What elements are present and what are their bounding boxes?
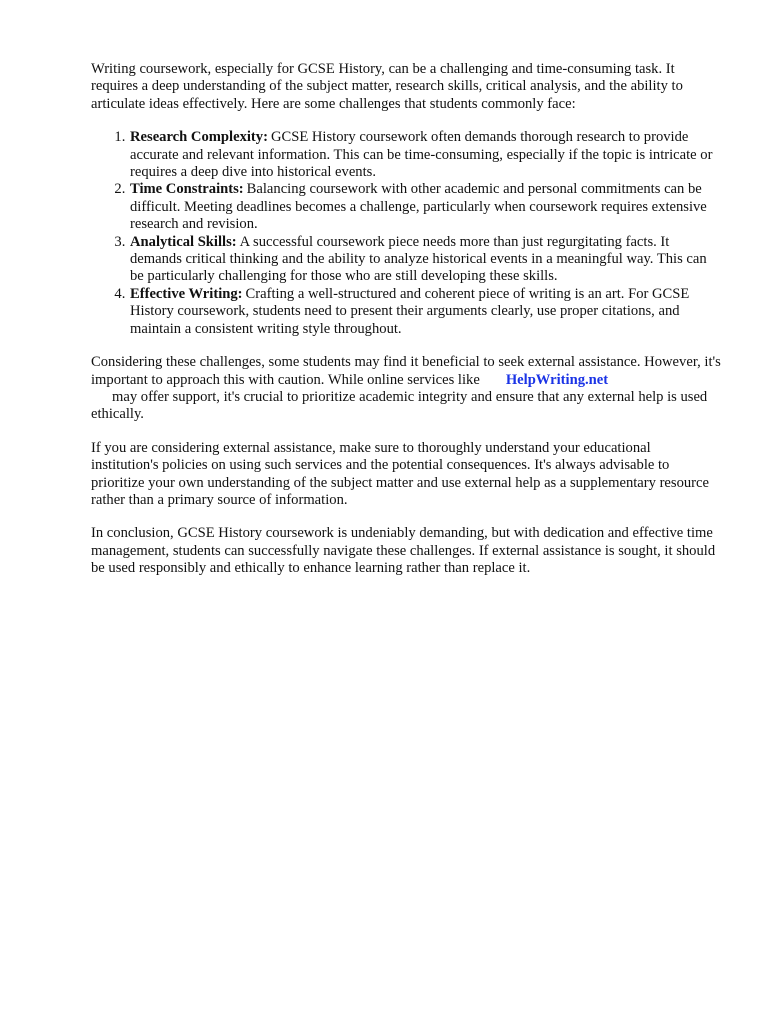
assistance-text-before: Considering these challenges, some students may find it beneficial to seek external assistance. However, it's important to approach this with caution. While online services like bbox=[91, 354, 721, 388]
list-item-text: Crafting a well-structured and coherent piece of writing is an art. For GCSE History coursework, students need to present their arguments clearly, use proper citations, and maintain a consistent writing style throughout. bbox=[130, 285, 690, 337]
intro-paragraph: Writing coursework, especially for GCSE History, can be a challenging and time-consuming task. It requires a deep understanding of the subject matter, research skills, critical analysis, and the ability to articulate ideas effectively. Here are some challenges that students commonly face: bbox=[91, 61, 683, 112]
list-item bbox=[129, 129, 721, 181]
list-item-text: Balancing coursework with other academic and personal commitments can be difficult. Meeting deadlines becomes a challenge, particularly when coursework requires extensive research and revision. bbox=[130, 181, 707, 233]
assistance-paragraph bbox=[91, 354, 721, 424]
list-item-term: Research Complexity: bbox=[130, 129, 268, 146]
policy-paragraph: If you are considering external assistance, make sure to thoroughly understand your educational institution's policies on using such services and the potential consequences. It's always advisable to prioritize your own understanding of the subject matter and use external help as a supplementary resource rather than a primary source of information. bbox=[91, 439, 709, 508]
conclusion-paragraph: In conclusion, GCSE History coursework is undeniably demanding, but with dedication and effective time management, students can successfully navigate these challenges. If external assistance is sought, it should be used responsibly and ethically to enhance learning rather than replace it. bbox=[91, 525, 716, 577]
helpwriting-link[interactable]: HelpWriting.net bbox=[505, 371, 609, 388]
list-item bbox=[129, 234, 721, 286]
list-item-text: A successful coursework piece needs more than just regurgitating facts. It demands critical thinking and the ability to analyze historical events in a meaningful way. This can be particularly challenging for those who are still developing these skills. bbox=[130, 233, 707, 285]
list-item-term: Effective Writing: bbox=[130, 285, 243, 302]
list-item-term: Analytical Skills: bbox=[130, 233, 237, 250]
list-item-term: Time Constraints: bbox=[130, 181, 244, 198]
list-item bbox=[129, 286, 721, 338]
assistance-text-after: may offer support, it's crucial to prioritize academic integrity and ensure that any external help is used ethically. bbox=[91, 388, 708, 423]
document-body bbox=[91, 61, 721, 594]
list-item-text: GCSE History coursework often demands thorough research to provide accurate and relevant information. This can be time-consuming, especially if the topic is intricate or requires a deep dive into historical events. bbox=[130, 129, 713, 181]
list-item bbox=[129, 181, 721, 233]
challenges-list bbox=[91, 129, 721, 338]
